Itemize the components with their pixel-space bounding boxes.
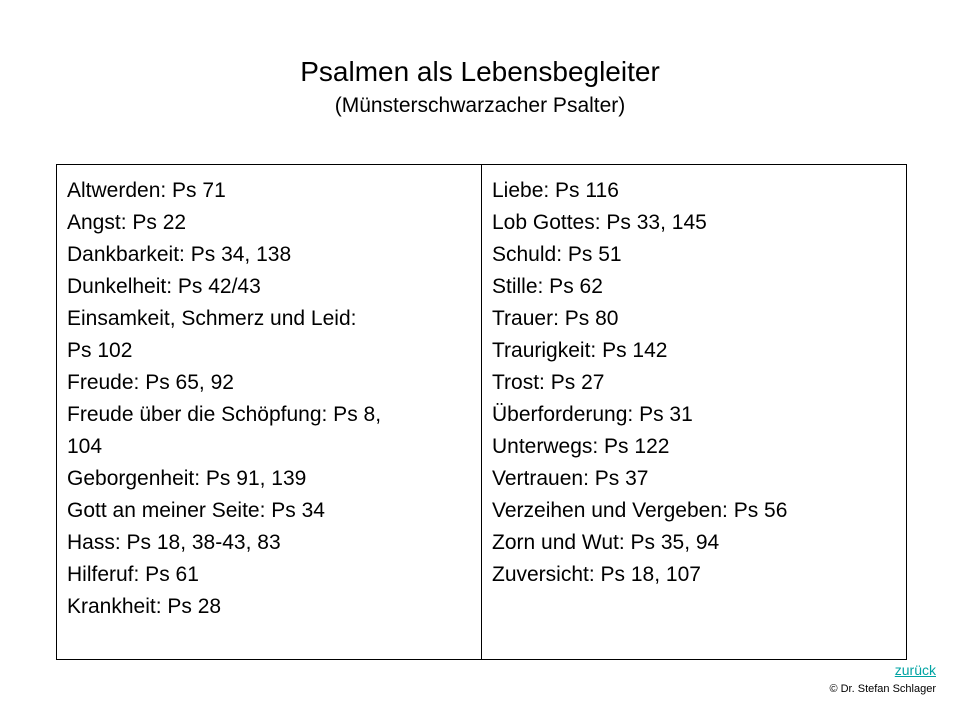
topic-entry: Freude: Ps 65, 92	[67, 371, 234, 394]
topic-entry: Altwerden: Ps 71	[67, 179, 226, 202]
page-title: Psalmen als Lebensbegleiter	[300, 56, 660, 87]
topic-entry: Lob Gottes: Ps 33, 145	[492, 211, 707, 234]
topic-entry: Gott an meiner Seite: Ps 34	[67, 499, 325, 522]
psalm-topic-table	[56, 164, 907, 660]
topic-entry: Dunkelheit: Ps 42/43	[67, 275, 261, 298]
table-column-left	[57, 165, 482, 659]
topic-entry: Vertrauen: Ps 37	[492, 467, 649, 490]
topic-entry: Traurigkeit: Ps 142	[492, 339, 668, 362]
topic-list-right	[492, 175, 896, 591]
topic-entry: Hass: Ps 18, 38-43, 83	[67, 531, 281, 554]
table-column-right	[482, 165, 906, 659]
back-link[interactable]: zurück	[894, 662, 936, 678]
topic-list-left	[67, 175, 471, 623]
topic-entry: Einsamkeit, Schmerz und Leid: Ps 102	[67, 307, 357, 362]
topic-entry: Angst: Ps 22	[67, 211, 187, 234]
topic-entry: Stille: Ps 62	[492, 275, 603, 298]
topic-entry: Krankheit: Ps 28	[67, 595, 222, 618]
topic-entry: Dankbarkeit: Ps 34, 138	[67, 243, 292, 266]
topic-entry: Liebe: Ps 116	[492, 179, 619, 202]
topic-entry: Zorn und Wut: Ps 35, 94	[492, 531, 720, 554]
topic-entry: Trauer: Ps 80	[492, 307, 619, 330]
page-subtitle: (Münsterschwarzacher Psalter)	[334, 94, 626, 117]
topic-entry: Schuld: Ps 51	[492, 243, 622, 266]
topic-entry: Hilferuf: Ps 61	[67, 563, 199, 586]
topic-entry: Geborgenheit: Ps 91, 139	[67, 467, 307, 490]
topic-entry: Freude über die Schöpfung: Ps 8, 104	[67, 403, 382, 458]
topic-entry: Verzeihen und Vergeben: Ps 56	[492, 499, 788, 522]
topic-entry: Überforderung: Ps 31	[492, 403, 693, 426]
topic-entry: Zuversicht: Ps 18, 107	[492, 563, 701, 586]
topic-entry: Unterwegs: Ps 122	[492, 435, 670, 458]
topic-entry: Trost: Ps 27	[492, 371, 605, 394]
copyright-notice: © Dr. Stefan Schlager	[829, 683, 936, 695]
